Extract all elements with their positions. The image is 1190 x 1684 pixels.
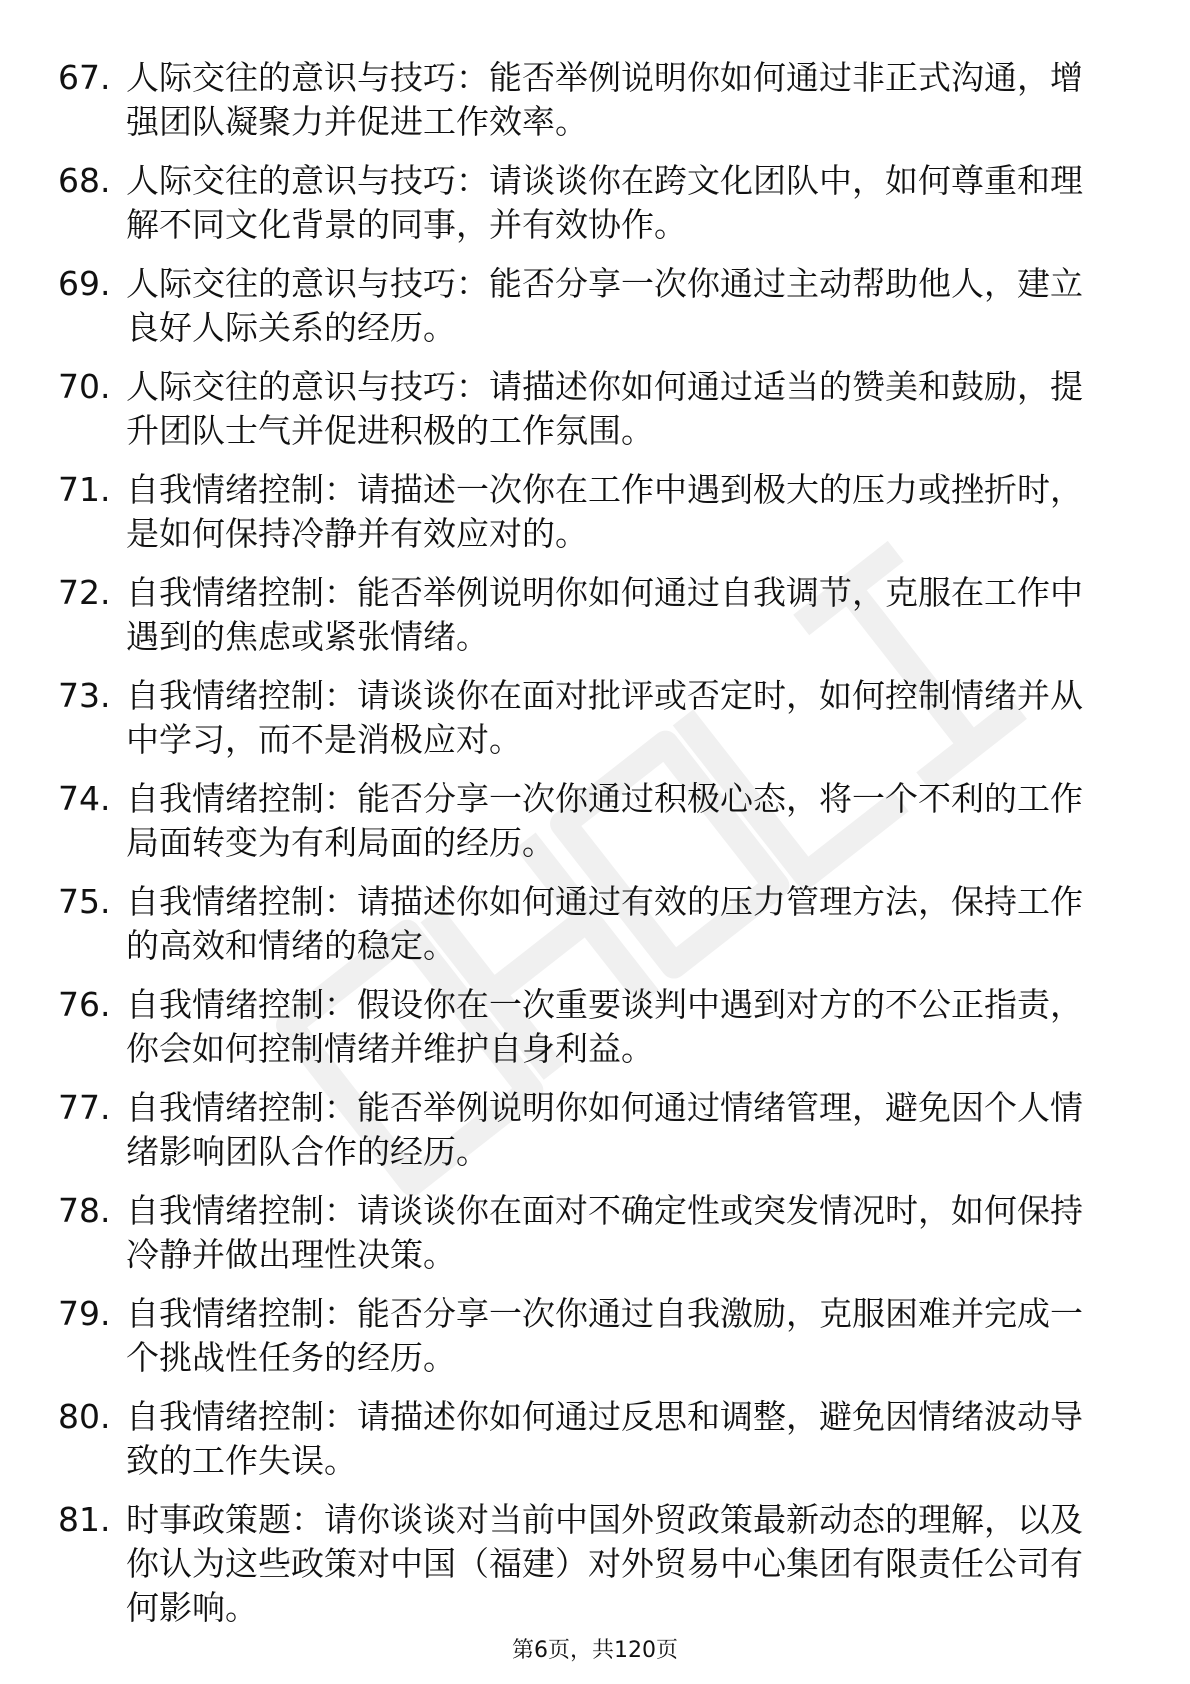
question-number: 71. xyxy=(58,470,111,509)
question-list xyxy=(58,56,1108,1645)
question-text: 自我情绪控制：假设你在一次重要谈判中遇到对方的不公正指责，你会如何控制情绪并维护自身利益。 xyxy=(126,985,1083,1068)
question-text: 自我情绪控制：能否举例说明你如何通过情绪管理，避免因个人情绪影响团队合作的经历。 xyxy=(126,1088,1083,1171)
question-item-79 xyxy=(58,1292,1108,1380)
question-text: 自我情绪控制：请描述你如何通过有效的压力管理方法，保持工作的高效和情绪的稳定。 xyxy=(126,882,1083,965)
question-text: 人际交往的意识与技巧：请描述你如何通过适当的赞美和鼓励，提升团队士气并促进积极的工作氛围。 xyxy=(126,367,1083,450)
question-item-70 xyxy=(58,365,1108,453)
question-text: 时事政策题：请你谈谈对当前中国外贸政策最新动态的理解，以及你认为这些政策对中国（福建）对外贸易中心集团有限责任公司有何影响。 xyxy=(126,1500,1083,1627)
question-text: 自我情绪控制：请谈谈你在面对不确定性或突发情况时，如何保持冷静并做出理性决策。 xyxy=(126,1191,1083,1274)
question-text: 人际交往的意识与技巧：能否分享一次你通过主动帮助他人，建立良好人际关系的经历。 xyxy=(126,264,1083,347)
question-item-81 xyxy=(58,1498,1108,1630)
question-number: 74. xyxy=(58,779,111,818)
question-item-76 xyxy=(58,983,1108,1071)
question-number: 67. xyxy=(58,58,111,97)
question-item-74 xyxy=(58,777,1108,865)
question-item-75 xyxy=(58,880,1108,968)
question-number: 68. xyxy=(58,161,111,200)
question-item-67 xyxy=(58,56,1108,144)
question-text: 自我情绪控制：能否举例说明你如何通过自我调节，克服在工作中遇到的焦虑或紧张情绪。 xyxy=(126,573,1083,656)
question-item-80 xyxy=(58,1395,1108,1483)
question-text: 自我情绪控制：能否分享一次你通过自我激励，克服困难并完成一个挑战性任务的经历。 xyxy=(126,1294,1083,1377)
question-number: 78. xyxy=(58,1191,111,1230)
question-number: 77. xyxy=(58,1088,111,1127)
question-item-68 xyxy=(58,159,1108,247)
question-item-72 xyxy=(58,571,1108,659)
question-number: 81. xyxy=(58,1500,111,1539)
question-number: 76. xyxy=(58,985,111,1024)
question-text: 自我情绪控制：请描述你如何通过反思和调整，避免因情绪波动导致的工作失误。 xyxy=(126,1397,1083,1480)
question-number: 73. xyxy=(58,676,111,715)
question-text: 人际交往的意识与技巧：能否举例说明你如何通过非正式沟通，增强团队凝聚力并促进工作效率。 xyxy=(126,58,1083,141)
question-number: 72. xyxy=(58,573,111,612)
question-text: 人际交往的意识与技巧：请谈谈你在跨文化团队中，如何尊重和理解不同文化背景的同事，并有效协作。 xyxy=(126,161,1083,244)
question-number: 79. xyxy=(58,1294,111,1333)
question-text: 自我情绪控制：请描述一次你在工作中遇到极大的压力或挫折时，是如何保持冷静并有效应对的。 xyxy=(126,470,1083,553)
question-text: 自我情绪控制：请谈谈你在面对批评或否定时，如何控制情绪并从中学习，而不是消极应对。 xyxy=(126,676,1083,759)
question-item-71 xyxy=(58,468,1108,556)
page-number-footer: 第6页，共120页 xyxy=(512,1638,678,1663)
question-number: 70. xyxy=(58,367,111,406)
question-number: 75. xyxy=(58,882,111,921)
question-item-69 xyxy=(58,262,1108,350)
question-number: 69. xyxy=(58,264,111,303)
question-text: 自我情绪控制：能否分享一次你通过积极心态，将一个不利的工作局面转变为有利局面的经历。 xyxy=(126,779,1083,862)
question-item-73 xyxy=(58,674,1108,762)
question-item-77 xyxy=(58,1086,1108,1174)
question-number: 80. xyxy=(58,1397,111,1436)
question-item-78 xyxy=(58,1189,1108,1277)
